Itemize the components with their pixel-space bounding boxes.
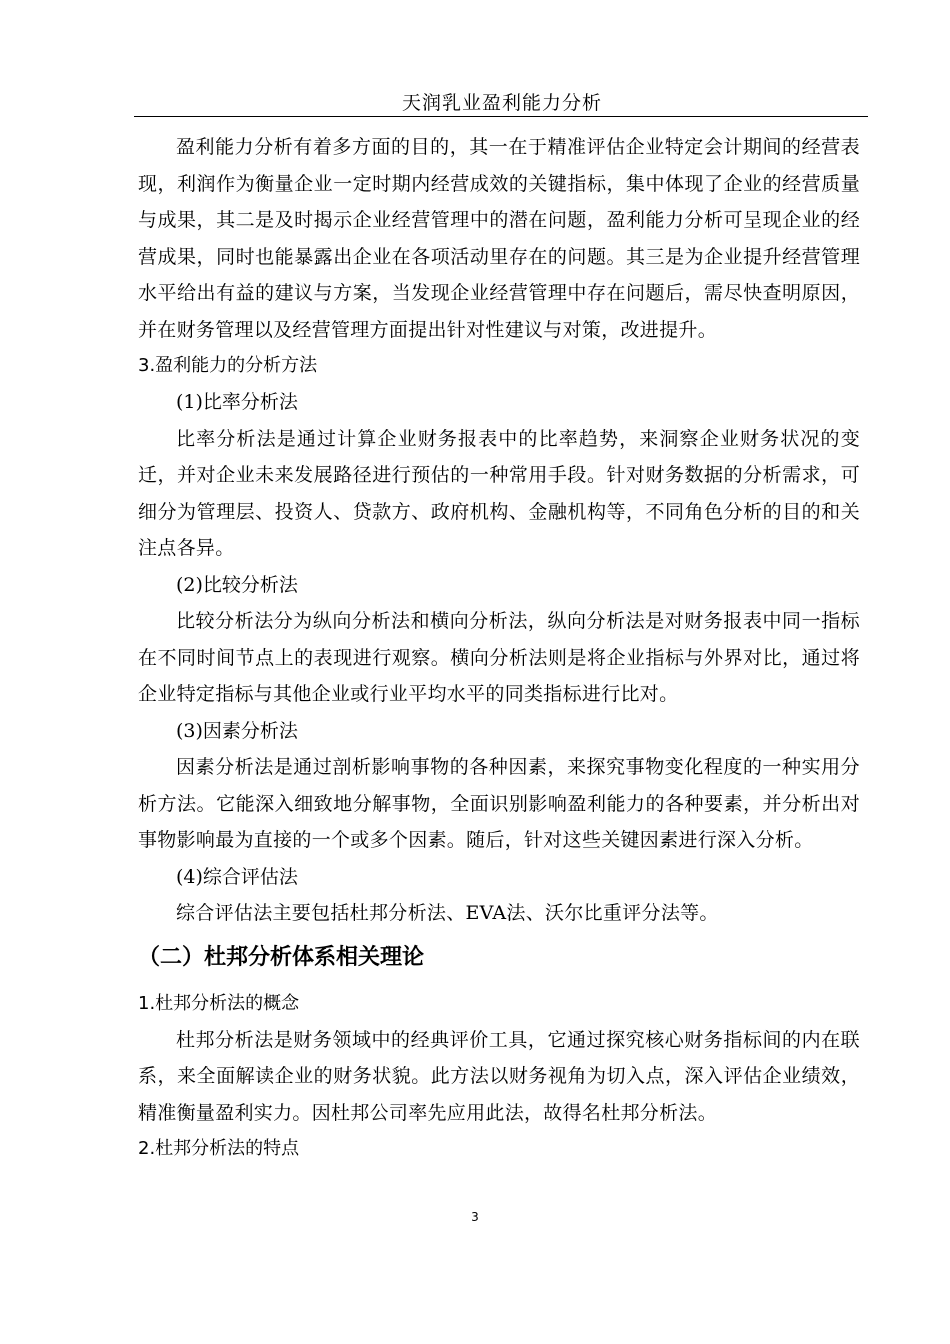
- subheading-comprehensive-evaluation: (4)综合评估法: [176, 865, 298, 888]
- section-heading-dupont-theory: （二）杜邦分析体系相关理论: [138, 944, 425, 970]
- paragraph-factor-analysis: 因素分析法是通过剖析影响事物的各种因素，来探究事物变化程度的一种实用分析方法。它能深入细致地分解事物，全面识别影响盈利能力的各种要素，并分析出对事物影响最为直接的一个或多个因素。随后，针对这些关键因素进行深入分析。: [138, 756, 860, 851]
- page-number: 3: [471, 1210, 479, 1224]
- heading-analysis-methods: 3.盈利能力的分析方法: [138, 355, 318, 376]
- subheading-comparative-analysis: (2)比较分析法: [176, 573, 298, 596]
- body-text: [138, 129, 860, 1167]
- subheading-ratio-analysis: (1)比率分析法: [176, 391, 298, 413]
- paragraph-dupont-concept: 杜邦分析法是财务领域中的经典评价工具，它通过探究核心财务指标间的内在联系，来全面解读企业的财务状貌。此方法以财务视角为切入点，深入评估企业绩效，精准衡量盈利实力。因杜邦公司率先应用此法，故得名杜邦分析法。: [138, 1028, 860, 1124]
- heading-dupont-concept: 1.杜邦分析法的概念: [138, 992, 300, 1014]
- heading-dupont-features: 2.杜邦分析法的特点: [138, 1138, 300, 1159]
- paragraph-comparative-analysis: 比较分析法分为纵向分析法和横向分析法，纵向分析法是对财务报表中同一指标在不同时间节点上的表现进行观察。横向分析法则是将企业指标与外界对比，通过将企业特定指标与其他企业或行业平均水平的同类指标进行比对。: [138, 610, 860, 705]
- paragraph-comprehensive-evaluation: 综合评估法主要包括杜邦分析法、EVA法、沃尔比重评分法等。: [176, 902, 719, 924]
- subheading-factor-analysis: (3)因素分析法: [176, 719, 298, 742]
- header-rule: [134, 116, 868, 117]
- running-header: 天润乳业盈利能力分析: [401, 92, 602, 114]
- paragraph-ratio-analysis: 比率分析法是通过计算企业财务报表中的比率趋势，来洞察企业财务状况的变迁，并对企业未来发展路径进行预估的一种常用手段。针对财务数据的分析需求，可细分为管理层、投资人、贷款方、政府机构、金融机构等，不同角色分析的目的和关注点各异。: [138, 427, 860, 559]
- paragraph-purpose: 盈利能力分析有着多方面的目的，其一在于精准评估企业特定会计期间的经营表现，利润作为衡量企业一定时期内经营成效的关键指标，集中体现了企业的经营质量与成果，其二是及时揭示企业经营管理中的潜在问题，盈利能力分析可呈现企业的经营成果，同时也能暴露出企业在各项活动里存在的问题。其三是为企业提升经营管理水平给出有益的建议与方案，当发现企业经营管理中存在问题后，需尽快查明原因，并在财务管理以及经营管理方面提出针对性建议与对策，改进提升。: [138, 136, 860, 341]
